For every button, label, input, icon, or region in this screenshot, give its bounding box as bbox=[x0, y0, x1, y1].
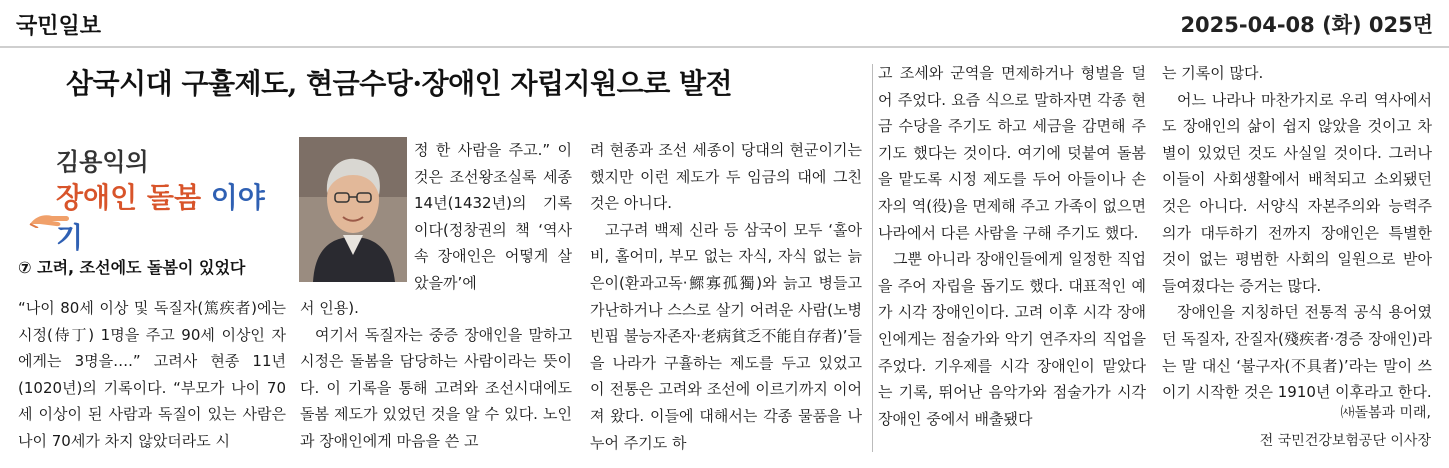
col4-paragraph-1: 고 조세와 군역을 면제하거나 형벌을 덜어 주었다. 요즘 식으로 말하자면 각종 현금 수당을 주기도 하고 세금을 감면해 주기도 했다는 것이다. 여기에 덧붙여 돌봄을 맡도록 시정 제도를 두어 아들이나 손자의 역(役)을 면제해 주고 가족이 없으면 나라에서 다른 사람을 구해 주기도 했다. bbox=[878, 64, 1146, 242]
article-column-3 bbox=[590, 137, 862, 456]
author-credit-line1: ㈔돌봄과 미래, bbox=[1340, 405, 1431, 421]
article-column-2 bbox=[300, 295, 572, 455]
date-page-info: 2025-04-08 (화) 025면 bbox=[1180, 13, 1433, 37]
col2-paragraph: 여기서 독질자는 중증 장애인을 말하고 시정은 돌봄을 담당하는 사람이라는 뜻이다. 이 기록을 통해 고려와 조선시대에도 돌봄 제도가 있었던 것을 알 수 있다. 노인과 장애인에게 마음을 쓴 고 bbox=[300, 325, 572, 450]
series-title bbox=[56, 176, 290, 256]
author-name: 김용익의 bbox=[56, 148, 149, 176]
col5-paragraph-2: 어느 나라나 마찬가지로 우리 역사에서도 장애인의 삶이 쉽지 않았을 것이고 차별이 있었던 것도 사실일 것이다. 그러나 이들이 사회생활에서 배척되고 소외됐던 것은 아니다. 서양식 자본주의와 능력주의가 대두하기 전까지 장애인은 특별한 것이 없는 평범한 사회의 일원으로 받아들여졌다는 증거는 많다. bbox=[1162, 90, 1432, 295]
column-divider bbox=[872, 64, 873, 452]
hand-icon bbox=[28, 194, 72, 228]
col5-paragraph-3: 장애인을 지칭하던 전통적 공식 용어였던 독질자, 잔질자(殘疾者·경증 장애인)라는 말 대신 ‘불구자(不具者)’라는 말이 쓰이기 시작한 것은 1910년 이후라고 한다. bbox=[1162, 303, 1432, 402]
publication-name: 국민일보 bbox=[16, 14, 102, 39]
page-header bbox=[0, 0, 1449, 48]
col5-paragraph-1: 는 기록이 많다. bbox=[1162, 64, 1264, 82]
article-subhead: ⑦ 고려, 조선에도 돌봄이 있었다 bbox=[18, 258, 246, 277]
author-credit-line2: 전 국민건강보험공단 이사장 bbox=[1259, 433, 1431, 449]
series-title-part2: 이야기 bbox=[56, 181, 265, 254]
article-column-2-top bbox=[414, 137, 572, 297]
series-title-part1: 장애인 돌봄 bbox=[56, 181, 201, 214]
col1-paragraph: “나이 80세 이상 및 독질자(篤疾者)에는 시정(侍丁) 1명을 주고 90세 이상인 자에게는 3명을….” 고려사 현종 11년(1020년)의 기록이다. “부모가 나이 70세 이상이 된 사람과 독질이 있는 사람은 나이 70세가 차지 않았더라도 시 bbox=[18, 299, 286, 450]
col3-paragraph-2: 고구려 백제 신라 등 삼국이 모두 ‘홀아비, 홀어미, 부모 없는 자식, 자식 없는 늙은이(환과고독·鰥寡孤獨)와 늙고 병들고 가난하거나 스스로 살기 어려운 사람(노병빈핍 불능자존자·老病貧乏不能自存者)’들을 나라가 구휼하는 제도를 두고 있었고 이 전통은 고려와 조선에 이르기까지 이어져 왔다. 이들에 대해서는 각종 물품을 나누어 주기도 하 bbox=[590, 220, 862, 452]
article-headline: 삼국시대 구휼제도, 현금수당·장애인 자립지원으로 발전 bbox=[66, 67, 733, 100]
article-column-4 bbox=[878, 60, 1146, 432]
series-logo bbox=[28, 142, 290, 254]
portrait-photo bbox=[299, 137, 407, 282]
col2-continuation: 서 인용). bbox=[300, 299, 359, 317]
article-column-5 bbox=[1162, 60, 1432, 406]
article-column-1 bbox=[18, 295, 286, 455]
col2-top-paragraph: 정 한 사람을 주고.” 이것은 조선왕조실록 세종 14년(1432년)의 기록이다(정창권의 책 ‘역사 속 장애인은 어떻게 살았을까’에 bbox=[414, 141, 572, 292]
col4-paragraph-2: 그뿐 아니라 장애인들에게 일정한 직업을 주어 자립을 돕기도 했다. 대표적인 예가 시각 장애인이다. 고려 이후 시각 장애인에게는 점술가와 악기 연주자의 직업을 주었다. 기우제를 시각 장애인이 맡았다는 기록, 뛰어난 음악가와 점술가가 시각 장애인 중에서 배출됐다 bbox=[878, 250, 1146, 428]
col3-paragraph-1: 려 현종과 조선 세종이 당대의 현군이기는 했지만 이런 제도가 두 임금의 대에 그친 것은 아니다. bbox=[590, 141, 862, 213]
